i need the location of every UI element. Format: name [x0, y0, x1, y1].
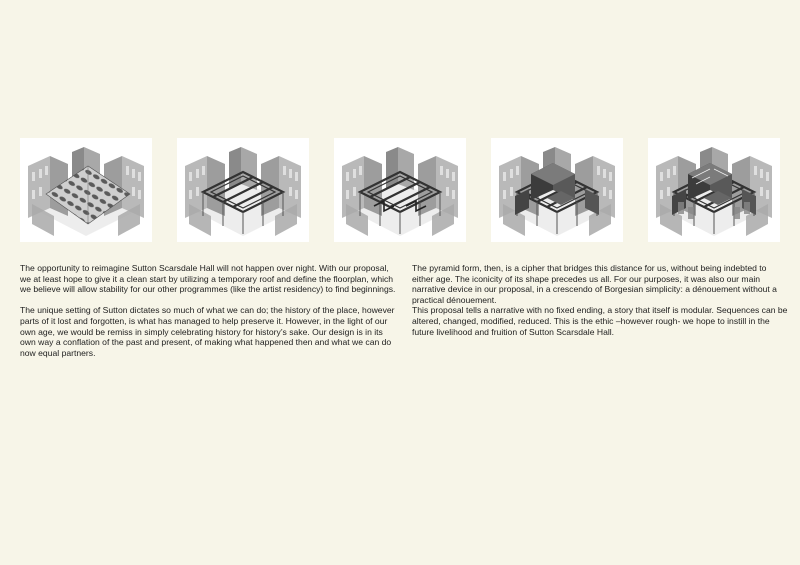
- paragraph: The opportunity to reimagine Sutton Scarsdale Hall will not happen over night. With our proposal, we at least hope to give it a clean start by utilizing a temporary roof and define the floorplan, which we believe will allow stability for our other programmes (like the artist residency) to find beginnings.: [20, 263, 396, 295]
- axonometric-diagram-5: [648, 138, 780, 242]
- axonometric-diagram-4: [491, 138, 623, 242]
- axonometric-diagram-1: [20, 138, 152, 242]
- axonometric-diagram-2: [177, 138, 309, 242]
- paragraph: The unique setting of Sutton dictates so much of what we can do; the history of the place, however parts of it lost and forgotten, is what has managed to help preserve it. However, in the light of our own age, we would be remiss in simply celebrating history for history’s sake. Our design is in its own way a conflation of the past and present, of making what happened then and what we can do now equal partners.: [20, 305, 395, 358]
- paragraph: The pyramid form, then, is a cipher that bridges this distance for us, without being indebted to either age. The iconicity of its shape precedes us all. For our purposes, it was also our main narrative device in our proposal, in a crescendo of Borgesian simplicity: a dénouement without a practical dénouement.: [412, 263, 777, 305]
- paragraph: This proposal tells a narrative with no fixed ending, a story that itself is modular. Sequences can be altered, changed, modified, reduced. This is the ethic –however rough- we hope to instill in the future livelihood and fruition of Sutton Scarsdale Hall.: [412, 305, 788, 337]
- text-column-right: [412, 263, 790, 337]
- axonometric-diagram-3: [334, 138, 466, 242]
- text-column-left: [20, 263, 398, 358]
